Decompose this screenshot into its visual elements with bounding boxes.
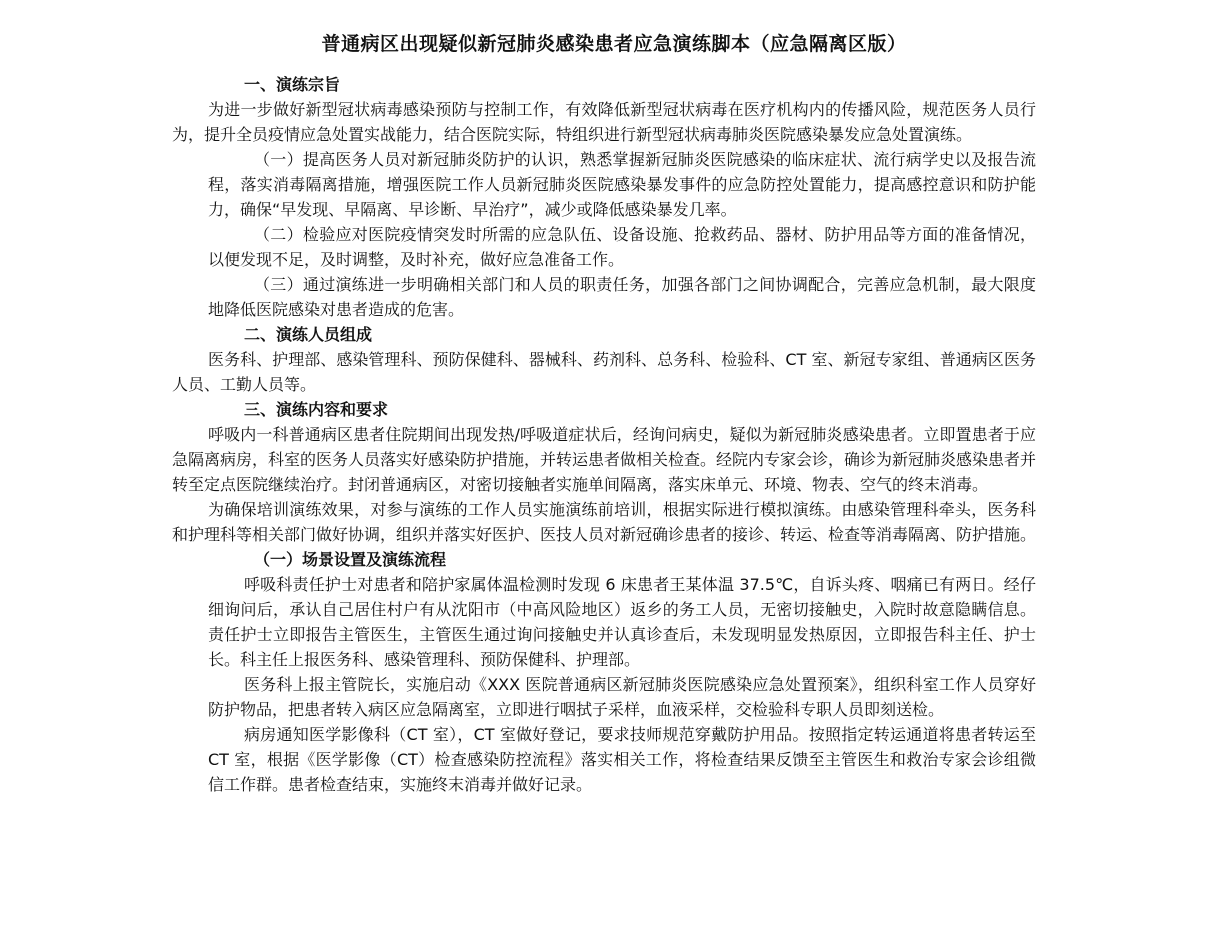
paragraph: 为确保培训演练效果，对参与演练的工作人员实施演练前培训，根据实际进行模拟演练。由感染管理科牵头，医务科和护理科等相关部门做好协调，组织并落实好医护、医技人员对新冠确诊患者的接诊、转运、检查等消毒隔离、防护措施。 <box>172 500 1037 544</box>
document <box>172 30 1036 797</box>
paragraph: 为进一步做好新型冠状病毒感染预防与控制工作，有效降低新型冠状病毒在医疗机构内的传播风险，规范医务人员行为，提升全员疫情应急处置实战能力，结合医院实际，特组织进行新型冠状病毒肺炎医院感染暴发应急处置演练。 <box>172 100 1036 144</box>
section-heading: 三、演练内容和要求 <box>244 400 389 419</box>
paragraph: 医务科上报主管院长，实施启动《XXX 医院普通病区新冠肺炎医院感染应急处置预案》，组织科室工作人员穿好防护物品，把患者转入病区应急隔离室，立即进行咽拭子采样，血液采样，交检验科专职人员即刻送检。 <box>208 675 1036 719</box>
subsection-heading: （一）场景设置及演练流程 <box>254 550 447 569</box>
section-heading: 二、演练人员组成 <box>244 325 373 344</box>
paragraph: 病房通知医学影像科（CT 室），CT 室做好登记，要求技师规范穿戴防护用品。按照指定转运通道将患者转运至 CT 室，根据《医学影像（CT）检查感染防控流程》落实相关工作，将检查结果反馈至主管医生和救治专家会诊组微信工作群。患者检查结束，实施终末消毒并做好记录。 <box>208 725 1036 794</box>
paragraph: （一）提高医务人员对新冠肺炎防护的认识，熟悉掌握新冠肺炎医院感染的临床症状、流行病学史以及报告流程，落实消毒隔离措施，增强医院工作人员新冠肺炎医院感染暴发事件的应急防控处置能力，提高感控意识和防护能力，确保“早发现、早隔离、早诊断、早治疗”，减少或降低感染暴发几率。 <box>208 150 1036 219</box>
paragraph: （二）检验应对医院疫情突发时所需的应急队伍、设备设施、抢救药品、器材、防护用品等方面的准备情况，以便发现不足，及时调整，及时补充，做好应急准备工作。 <box>208 225 1036 269</box>
paragraph: 呼吸科责任护士对患者和陪护家属体温检测时发现 6 床患者王某体温 37.5℃，自诉头疼、咽痛已有两日。经仔细询问后，承认自己居住村户有从沈阳市（中高风险地区）返乡的务工人员，无密切接触史，入院时故意隐瞒信息。责任护士立即报告主管医生，主管医生通过询问接触史并认真诊查后，未发现明显发热原因，立即报告科主任、护士长。科主任上报医务科、感染管理科、预防保健科、护理部。 <box>208 575 1036 669</box>
document-title: 普通病区出现疑似新冠肺炎感染患者应急演练脚本（应急隔离区版） <box>321 33 907 55</box>
paragraph: 医务科、护理部、感染管理科、预防保健科、器械科、药剂科、总务科、检验科、CT 室、新冠专家组、普通病区医务人员、工勤人员等。 <box>172 350 1036 394</box>
paragraph: 呼吸内一科普通病区患者住院期间出现发热/呼吸道症状后，经询问病史，疑似为新冠肺炎感染患者。立即置患者于应急隔离病房，科室的医务人员落实好感染防护措施，并转运患者做相关检查。经院内专家会诊，确诊为新冠肺炎感染患者并转至定点医院继续治疗。封闭普通病区，对密切接触者实施单间隔离，落实床单元、环境、物表、空气的终末消毒。 <box>172 425 1037 494</box>
section-heading: 一、演练宗旨 <box>244 75 341 94</box>
paragraph: （三）通过演练进一步明确相关部门和人员的职责任务，加强各部门之间协调配合，完善应急机制，最大限度地降低医院感染对患者造成的危害。 <box>208 275 1036 319</box>
